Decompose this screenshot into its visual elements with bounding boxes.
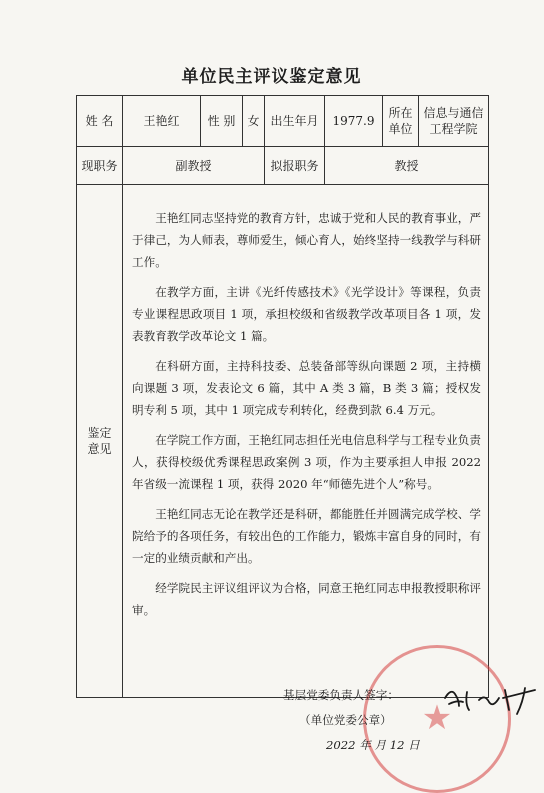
document-title: 单位民主评议鉴定意见: [181, 67, 362, 87]
opinion-paragraph: 在教学方面，主讲《光纤传感技术》《光学设计》等课程，负责专业课程思政项目 1 项，承担校级和省级教学改革项目各 1 项，发表教育教学改革论文 1 篇。: [132, 285, 481, 344]
name-label: 姓 名: [77, 96, 123, 147]
opinion-label-line-1: 鉴定: [87, 425, 112, 440]
birth-label: 出生年月: [265, 96, 325, 147]
sign-date: 2022 年 月 12 日: [326, 738, 420, 753]
proposed-position-label: 拟报职务: [265, 147, 325, 185]
seal-star-icon: ★: [421, 698, 453, 739]
opinion-paragraph: 在学院工作方面，王艳红同志担任光电信息科学与工程专业负责人，获得校级优秀课程思政案例 3 项，作为主要承担人申报 2022 年省级一流课程 1 项，获得 2020 年“师德先进个人”称号。: [132, 433, 481, 492]
handwritten-signature: [439, 680, 544, 720]
opinion-row: [77, 185, 489, 698]
opinion-label-line-2: 意见: [87, 442, 112, 457]
current-position-value: 副教授: [123, 147, 265, 185]
opinion-paragraph: 王艳红同志无论在教学还是科研，都能胜任并圆满完成学校、学院给予的各项任务，有较出色的工作能力，锻炼丰富自身的同时，有一定的业绩贡献和产出。: [132, 507, 481, 566]
opinion-content: [123, 185, 489, 753]
opinion-label: [77, 185, 123, 698]
basic-info-row: [77, 96, 489, 147]
signature-label: 基层党委负责人签字：: [283, 688, 399, 703]
opinion-paragraphs: [132, 207, 481, 629]
opinion-paragraph: 经学院民主评议组评议为合格，同意王艳红同志申报教授职称评审。: [132, 581, 481, 618]
opinion-paragraph: 王艳红同志坚持党的教育方针，忠诚于党和人民的教育事业，严于律己，为人师表，尊师爱生，倾心育人，始终坚持一线教学与科研工作。: [132, 211, 481, 270]
proposed-position-value: 教授: [325, 147, 489, 185]
gender-label: 性 别: [201, 96, 243, 147]
name-value: 王艳红: [123, 96, 201, 147]
gender-value: 女: [243, 96, 265, 147]
birth-value: 1977.9: [325, 96, 383, 147]
position-row: [77, 147, 489, 185]
current-position-label: 现职务: [77, 147, 123, 185]
evaluation-form: [76, 95, 489, 753]
opinion-paragraph: 在科研方面，主持科技委、总装备部等纵向课题 2 项，主持横向课题 3 项，发表论文 6 篇，其中 A 类 3 篇，B 类 3 篇；授权发明专利 5 项，其中 1 项完成专利转化，经费到款 6.4 万元。: [132, 359, 481, 418]
seal-note: （单位党委公章）: [299, 713, 392, 728]
unit-label: 所在单位: [383, 96, 419, 147]
unit-value: 信息与通信工程学院: [419, 96, 489, 147]
